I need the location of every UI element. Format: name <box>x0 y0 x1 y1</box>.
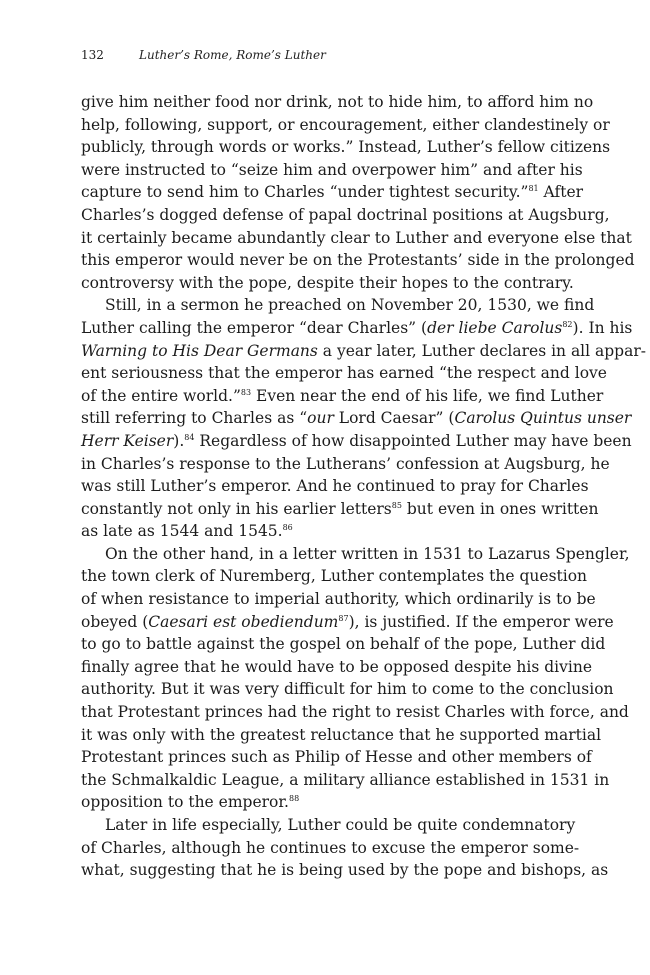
text-run: In his <box>583 318 633 337</box>
text-run: the Schmalkaldic League, a military alliance established in 1531 in <box>81 770 610 789</box>
text-run: Even near the end of his life, we find Luther <box>251 386 604 405</box>
text-run: publicly, through words or works.” Instead, Luther’s fellow citizens <box>81 138 611 157</box>
text-line <box>81 701 629 724</box>
text-line <box>81 769 610 792</box>
footnote-marker: 87 <box>338 613 349 623</box>
text-line <box>81 656 592 679</box>
text-run: to go to battle against the gospel on behalf of the pope, Luther did <box>81 635 606 654</box>
text-run: of Charles, although he continues to excuse the emperor some- <box>81 838 580 857</box>
text-line <box>81 340 646 363</box>
text-line <box>81 114 610 137</box>
text-line <box>81 498 599 521</box>
footnote-marker: 83 <box>240 387 252 397</box>
text-line <box>81 249 635 272</box>
text-line <box>81 407 632 430</box>
text-line <box>81 520 547 543</box>
text-run: a year later, Luther declares in all appar- <box>317 341 646 360</box>
text-run: as late as 1544 and 1545. <box>81 522 283 541</box>
text-run: After <box>538 183 584 202</box>
text-run: obeyed ( <box>81 612 149 631</box>
text-run: of when resistance to imperial authority, which ordinarily is to be <box>81 590 596 609</box>
text-run: On the other hand, in a letter written in 1531 to Lazarus Spengler, <box>105 544 630 563</box>
text-line <box>81 453 610 476</box>
text-run: of the entire world.” <box>81 386 241 405</box>
text-line <box>81 385 604 408</box>
text-run: Charles’s dogged defense of papal doctrinal positions at Augsburg, <box>81 205 610 224</box>
text-line <box>81 91 594 114</box>
italic-text: Carolus Quintus unser <box>454 409 632 428</box>
footnote-marker: 82 <box>562 319 573 329</box>
text-line <box>81 814 576 837</box>
italic-text: Warning to His Dear Germans <box>81 341 318 360</box>
text-run: ). <box>173 431 185 450</box>
text-run: capture to send him to Charles “under tightest security.” <box>81 183 529 202</box>
text-run: but even in ones written <box>401 499 599 518</box>
text-line <box>81 746 592 769</box>
text-run: it certainly became abundantly clear to Luther and everyone else that <box>81 228 632 247</box>
text-run: Still, in a sermon he preached on November 20, 1530, we find <box>105 296 595 315</box>
text-run: help, following, support, or encouragement, either clandestinely or <box>81 115 610 134</box>
text-run: Regardless of how disappointed Luther may have been <box>194 431 632 450</box>
text-line <box>81 272 574 295</box>
text-line <box>81 136 611 159</box>
text-run: this emperor would never be on the Protestants’ side in the prolonged <box>81 251 635 270</box>
text-run: authority. But it was very difficult for him to come to the conclusion <box>81 680 614 699</box>
page-number: 132 <box>81 48 104 62</box>
footnote-marker: 84 <box>184 432 195 442</box>
text-run: Protestant princes such as Philip of Hesse and other members of <box>81 748 592 767</box>
text-line <box>81 475 589 498</box>
italic-text: our <box>307 409 334 428</box>
text-run: what, suggesting that he is being used by the pope and bishops, as <box>81 861 609 880</box>
running-title: Luther’s Rome, Rome’s Luther <box>139 48 326 62</box>
text-line <box>81 724 602 747</box>
text-line <box>81 430 632 453</box>
text-run: were instructed to “seize him and overpower him” and after his <box>81 160 583 179</box>
text-line <box>81 317 633 340</box>
body-text <box>81 91 646 882</box>
footnote-marker: 86 <box>282 523 293 533</box>
text-run: finally agree that he would have to be opposed despite his divine <box>81 657 592 676</box>
text-run: was still Luther’s emperor. And he continued to pray for Charles <box>81 477 589 496</box>
footnote-marker: 81 <box>528 184 539 194</box>
text-line <box>81 159 583 182</box>
text-line <box>81 543 630 566</box>
text-run: still referring to Charles as “ <box>81 409 308 428</box>
text-run: ). <box>572 318 584 337</box>
text-run: Later in life especially, Luther could be quite condemnatory <box>105 816 576 834</box>
footnote-marker: 88 <box>289 794 300 804</box>
text-run: constantly not only in his earlier letters <box>81 499 392 518</box>
italic-text: Caesari est obediendum <box>148 612 339 631</box>
text-run: ent seriousness that the emperor has earned “the respect and love <box>81 364 607 383</box>
text-line <box>81 678 614 701</box>
text-run: it was only with the greatest reluctance that he supported martial <box>81 725 602 744</box>
text-run: in Charles’s response to the Lutherans’ confession at Augsburg, he <box>81 454 610 473</box>
text-line <box>81 633 606 656</box>
text-run: Lord Caesar” ( <box>333 409 455 428</box>
text-line <box>81 588 596 611</box>
text-line <box>81 611 614 634</box>
text-run: ), is justified. <box>348 612 451 631</box>
text-line <box>81 204 610 227</box>
running-head <box>81 47 326 63</box>
text-run: If the emperor were <box>450 612 614 631</box>
text-run: the town clerk of Nuremberg, Luther contemplates the question <box>81 567 588 586</box>
italic-text: der liebe Carolus <box>427 318 563 337</box>
italic-text: Herr Keiser <box>81 431 174 450</box>
text-line <box>81 294 595 317</box>
text-line <box>81 227 632 250</box>
text-run: opposition to the emperor. <box>81 793 289 812</box>
text-run: Luther calling the emperor “dear Charles” ( <box>81 318 428 337</box>
text-line <box>81 565 588 588</box>
footnote-marker: 85 <box>391 500 402 510</box>
text-line <box>81 362 607 385</box>
text-line <box>81 837 580 860</box>
text-run: that Protestant princes had the right to resist Charles with force, and <box>81 703 629 722</box>
text-run: give him neither food nor drink, not to hide him, to afford him no <box>81 93 594 111</box>
text-line <box>81 181 584 204</box>
text-line <box>81 859 609 882</box>
text-line <box>81 791 547 814</box>
text-run: controversy with the pope, despite their hopes to the contrary. <box>81 273 574 292</box>
